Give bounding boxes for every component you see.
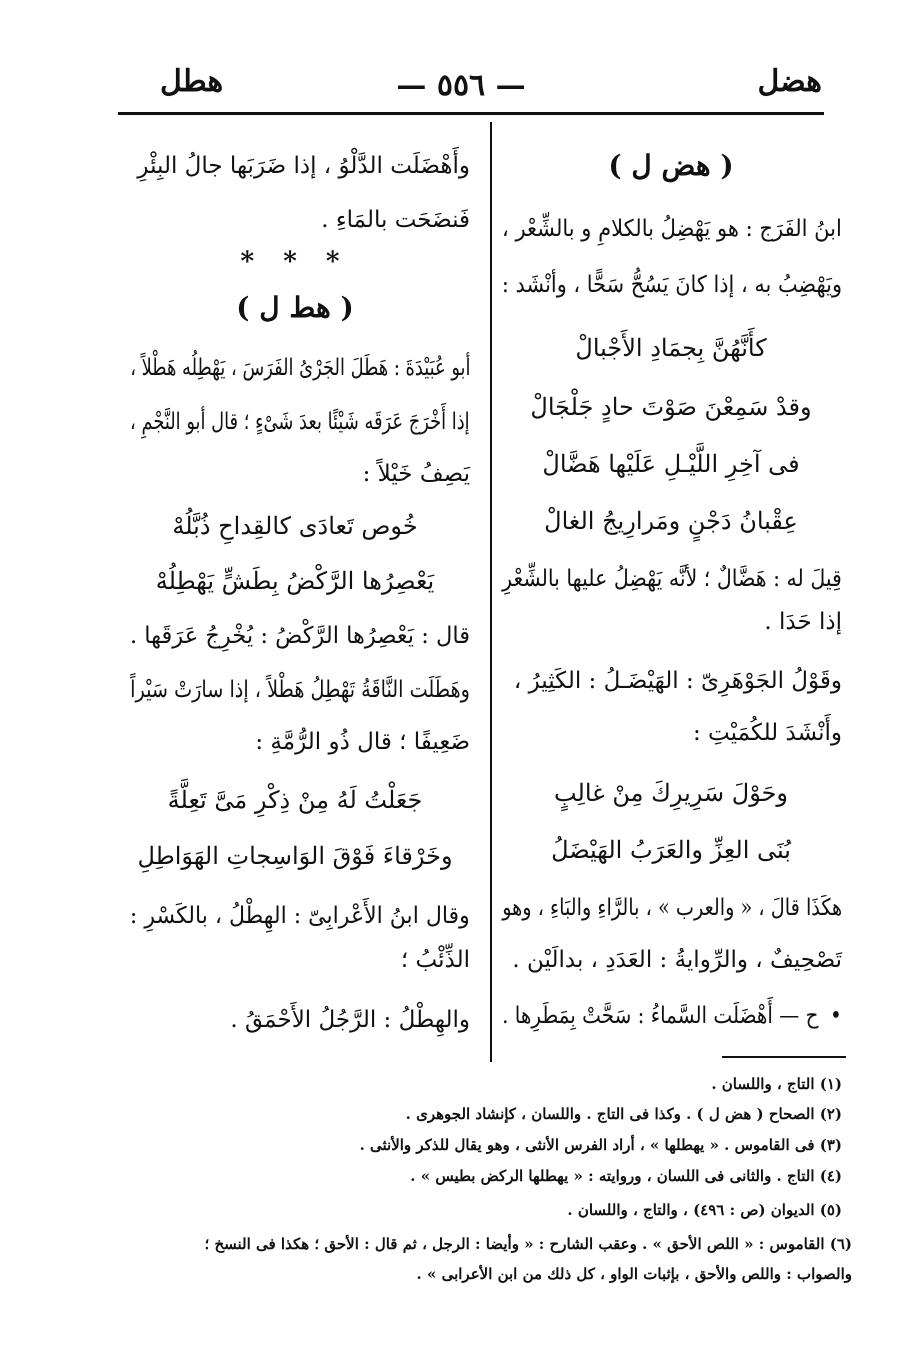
verse-line: وقدْ سَمِعْنَ صَوْتَ حادٍ جَلْجَالْ xyxy=(530,393,812,421)
header-rule xyxy=(118,112,824,115)
footnote: (٢) الصحاح ( هض ل ) . وكذا فى التاج . واللسان ، كإنشاد الجوهرى . xyxy=(405,1105,842,1123)
footnote: (٣) فى القاموس . « يهطلها » ، أراد الفرس الأنثى ، وهو يقال للذكر والأنثى . xyxy=(359,1136,842,1154)
verse-line: بُنَى العِزِّ والعَرَبُ الهَيْضَلُ xyxy=(551,836,791,864)
text-line: ابنُ الفَرَج : هو يَهْضِلُ بالكلامِ و بالشِّعْر ، xyxy=(502,216,842,242)
text-line: الذِّئْبُ ؛ xyxy=(400,947,470,973)
footnote: (١) التاج ، واللسان . xyxy=(711,1075,842,1093)
verse-line: يَعْصِرُها الرَّكْضُ بِطَشٍّ يَهْطِلُهْ xyxy=(155,567,435,595)
entry-title-htl: ( هط ل ) xyxy=(236,291,354,324)
header-root-right: هضل xyxy=(757,64,822,99)
text-line: وأَهْضَلَت الدَّلْوُ ، إذا ضَرَبَها جالُ البِئْرِ xyxy=(137,153,470,179)
text-line: ضَعِيفًا ؛ قال ذُو الرُّمَّةِ : xyxy=(255,729,470,755)
text-line: ح — أَهْضَلَت السَّماءُ : سَحَّتْ بِمَطَرِها . xyxy=(502,1003,819,1029)
text-line: يَصِفُ خَيْلاً : xyxy=(362,461,470,487)
verse-line: جَعَلْتُ لَهُ مِنْ ذِكْرِ مَىَّ تَعِلَّةً xyxy=(167,786,423,814)
text-line: وقال ابنُ الأَعْرابِىّ : الهِطْلُ ، بالكَسْرِ : xyxy=(130,903,470,929)
verse-line: عِقْبانُ دَجْنٍ ومَرارِيجُ الغالْ xyxy=(544,507,798,535)
text-line: أبو عُبَيْدَةَ : هَطَلَ الجَرْىُ الفَرَسَ ، يَهْطِلُه هَطْلاً ، xyxy=(129,355,470,381)
header-root-left: هطل xyxy=(160,64,224,99)
bullet-marker: • xyxy=(830,1003,842,1029)
text-line: وأَنْشَدَ للكُمَيْتِ : xyxy=(692,720,842,746)
text-line: تَصْحِيفٌ ، والرِّوايةُ : العَدَدِ ، بدالَيْن . xyxy=(512,947,842,973)
entry-title-hdl: ( هض ل ) xyxy=(608,149,734,182)
verse-line: وحَوْلَ سَرِيرِكَ مِنْ غالِبٍ xyxy=(553,779,789,807)
footnote: (٤) التاج . والثانى فى اللسان ، وروايته : « يهطلها الركض بطيس » . xyxy=(410,1167,842,1185)
page-number: — ٥٥٦ — xyxy=(396,68,526,103)
column-divider xyxy=(490,122,492,1062)
text-line: فَنضَحَت بالمَاءِ . xyxy=(321,207,470,233)
text-line: والهِطْلُ : الرَّجُلُ الأَحْمَقُ . xyxy=(230,1007,470,1033)
text-line: قال : يَعْصِرُها الرَّكْضُ : يُخْرِجُ عَرَقَها . xyxy=(129,623,470,649)
text-line: ويَهْضِبُ به ، إذا كانَ يَسُحُّ سَحًّا ، وأنْشَد : xyxy=(501,272,842,298)
text-line: هكَذَا قالَ ، « والعرب » ، بالرَّاءِ والبَاءِ ، وهو xyxy=(502,895,842,921)
verse-line: كأَنَّهُنَّ بِجمَادِ الأَجْبالْ xyxy=(575,334,767,362)
footnote: (٦) القاموس : « اللص الأحق » . وعقب الشارح : « وأيضا : الرجل ، ثم قال : الأحق ؛ هكذا فى النسخ ؛ xyxy=(204,1235,852,1253)
text-line: إذا حَدَا . xyxy=(764,609,842,635)
verse-line: فى آخِرِ اللَّيْـلِ عَلَيْها هَضَّالْ xyxy=(542,450,800,478)
text-line: إذا أَخْرَجَ عَرَقَه شَيْئًا بعدَ شَىْءٍ ؛ قال أبو النَّجْمِ ، xyxy=(130,409,470,435)
footnote-continuation: والصواب : واللص والأحق ، بإثبات الواو ، كل ذلك من ابن الأعرابى » . xyxy=(416,1265,852,1283)
text-line: وقَوْلُ الجَوْهَرِىّ : الهَيْضَـلُ : الكَثِيرُ ، xyxy=(513,668,842,694)
section-separator: * * * xyxy=(240,247,350,277)
verse-line: وخَرْقاءَ فَوْقَ الوَاسِجاتِ الهَوَاطِلِ xyxy=(137,842,453,870)
footnote-rule xyxy=(722,1056,846,1058)
text-line-last xyxy=(502,1000,842,1032)
verse-line: خُوص تَعادَى كالقِداحِ ذُبَّلُهْ xyxy=(172,512,418,540)
text-line: قِيلَ له : هَضَّالٌ ؛ لأنَّه يَهْضِلُ عليها بالشِّعْرِ xyxy=(502,566,842,592)
footnote: (٥) الديوان (ص : ٤٩٦) ، والتاج ، واللسان . xyxy=(567,1201,842,1219)
text-line: وهَطَلَت النَّاقَةُ تَهْطِلُ هَطْلاً ، إذا سارَتْ سَيْراً xyxy=(130,677,470,703)
